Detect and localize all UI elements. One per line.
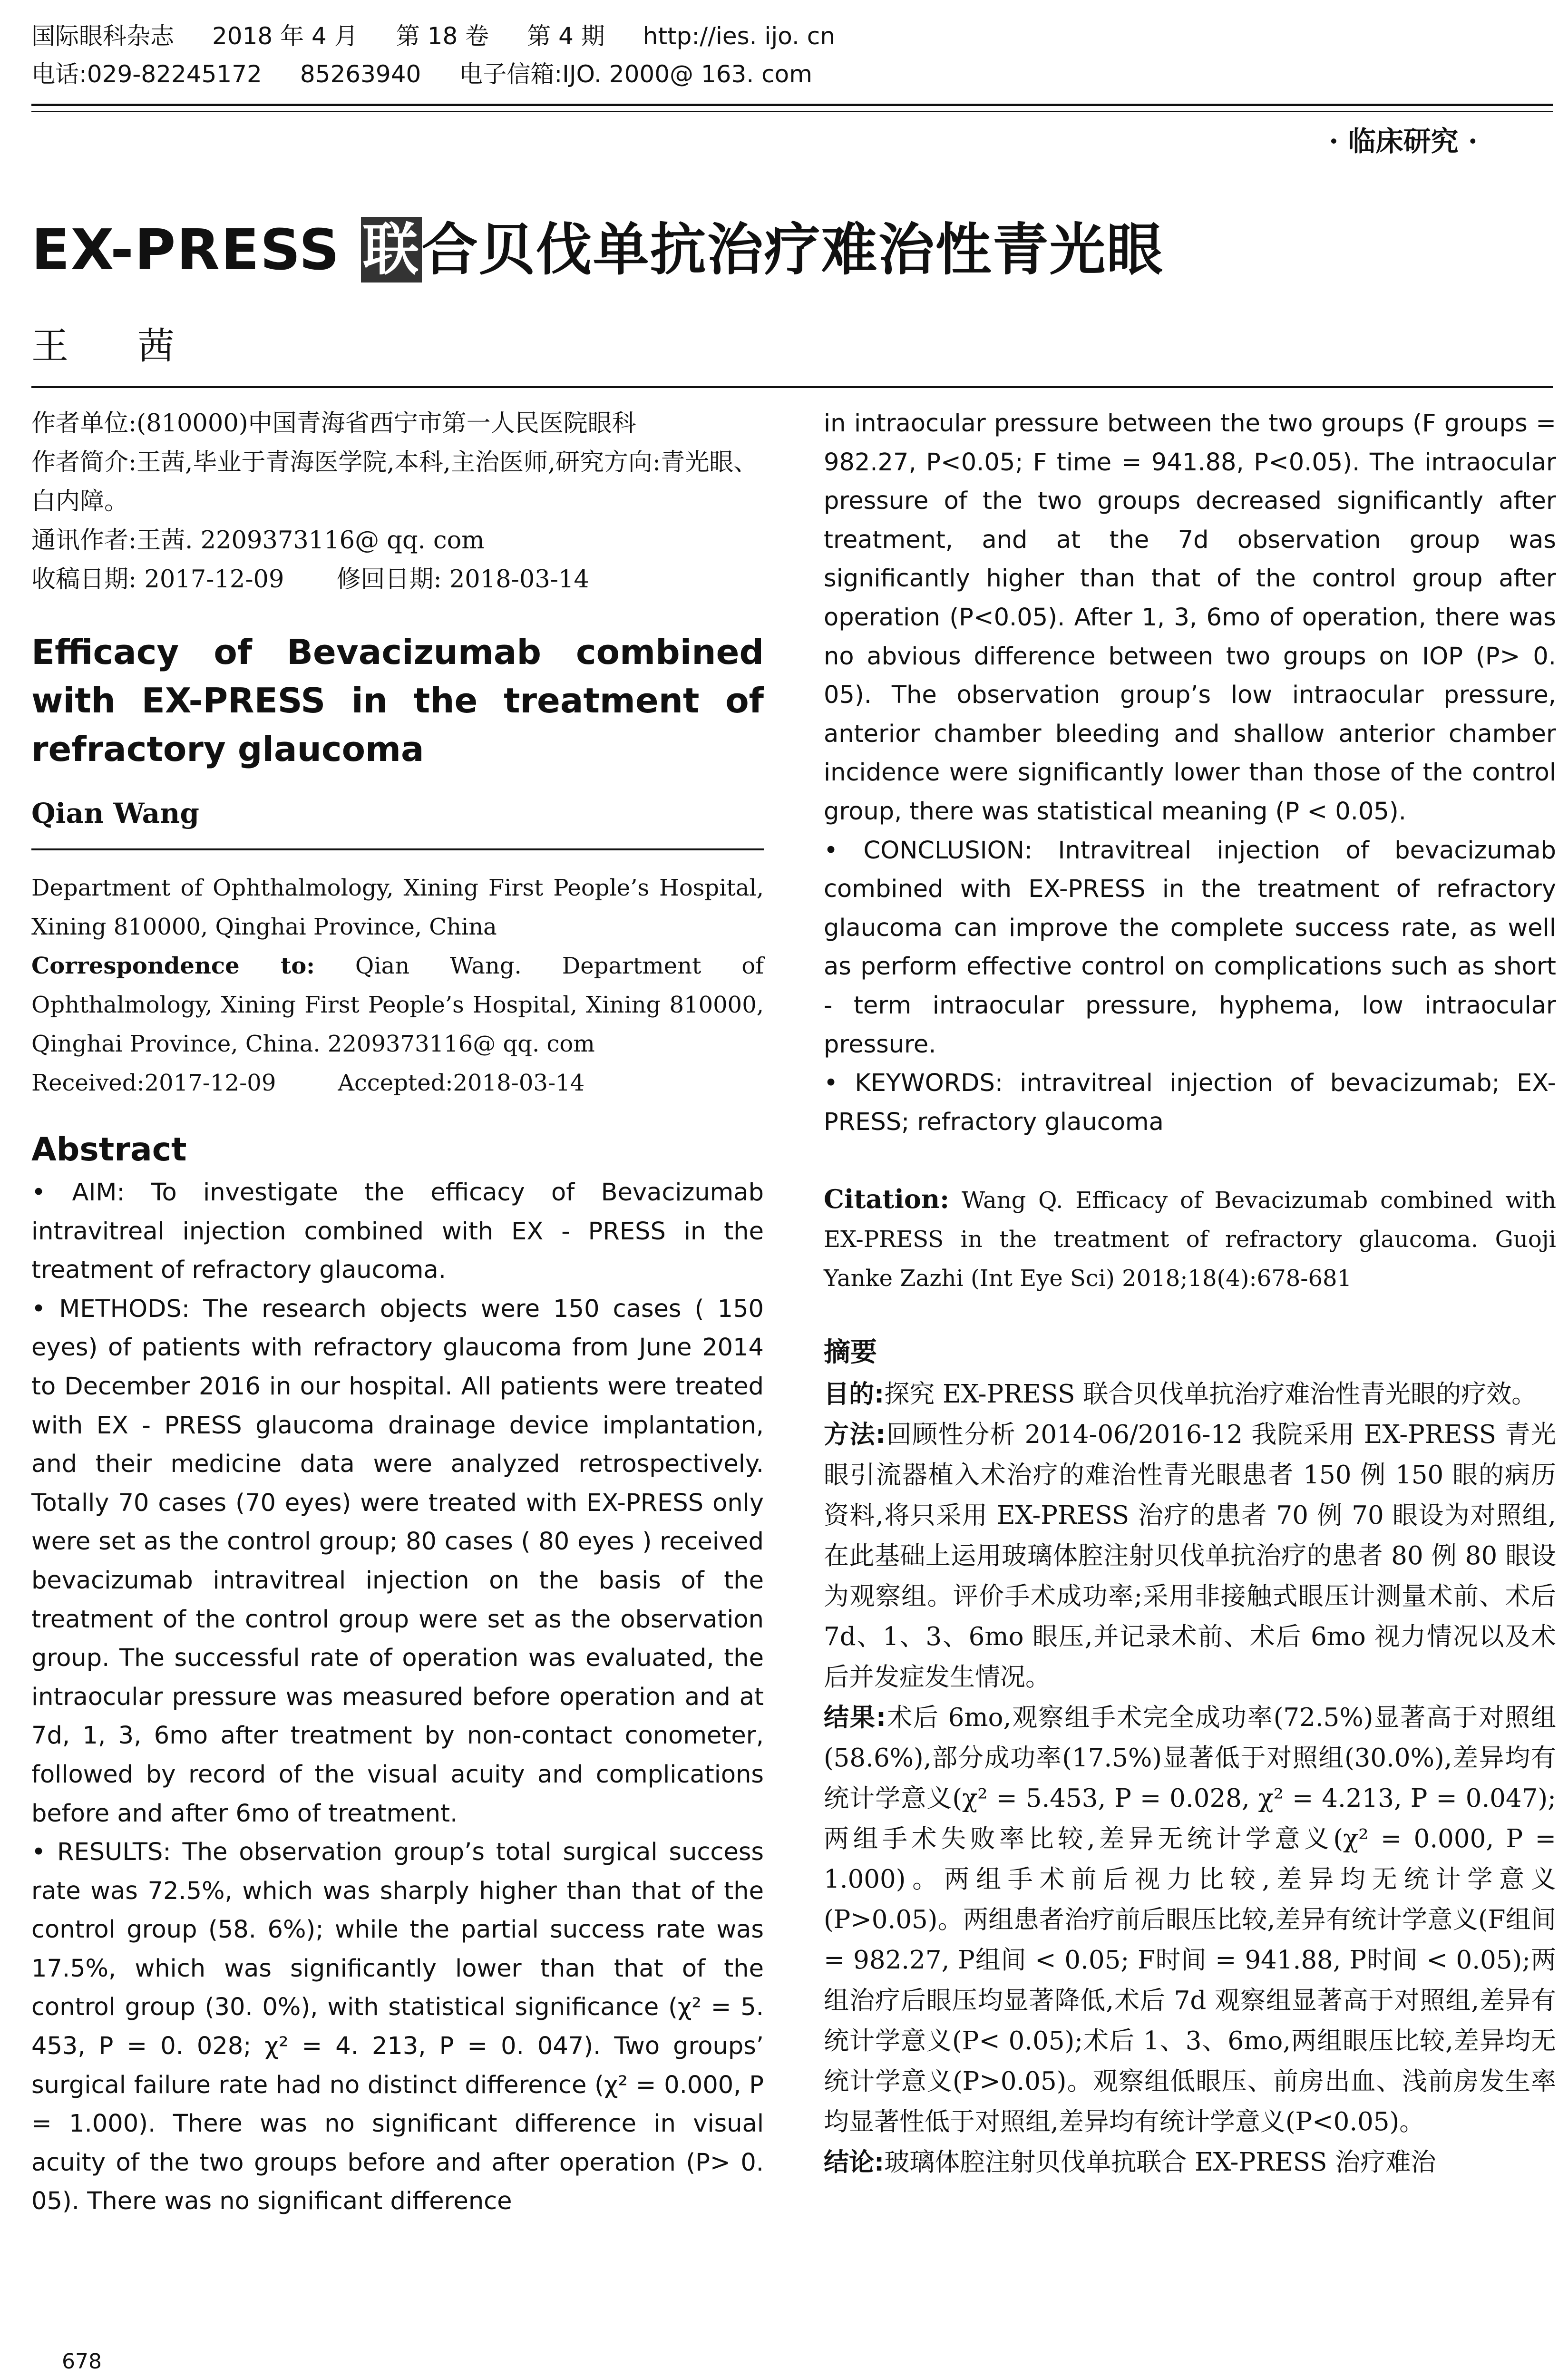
cn-aim: [824, 1374, 1556, 1414]
cn-methods-label: 方法:: [824, 1420, 886, 1450]
cn-results: [824, 1697, 1556, 2142]
correspondence-text: Qian Wang. Department of Ophthalmology, Xining First People’s Hospital, Xining 810000, Qinghai Province, China. 2209373116@ qq. com: [31, 953, 764, 1057]
page-number: 678: [62, 2349, 102, 2374]
cn-results-text: 术后 6mo,观察组手术完全成功率(72.5%)显著高于对照组(58.6%),部分成功率(17.5%)显著低于对照组(30.0%),差异均有统计学意义(χ² = 5.453, P = 0.028, χ² = 4.213, P = 0.047);两组手术失败率比较,差异无统计学意义(χ² = 0.000, P = 1.000)。两组手术前后视力比较,差异均无统计学意义(P>0.05)。两组患者治疗前后眼压比较,差异有统计学意义(F组间 = 982.27, P组间 < 0.05; F时间 = 941.88, P时间 < 0.05);两组治疗后眼压均显著降低,术后 7d 观察组显著高于对照组,差异有统计学意义(P< 0.05);术后 1、3、6mo,两组眼压比较,差异均无统计学意义(P>0.05)。观察组低眼压、前房出血、浅前房发生率均显著性低于对照组,差异均有统计学意义(P<0.05)。: [824, 1703, 1556, 2137]
email[interactable]: 电子信箱:IJO. 2000@ 163. com: [459, 60, 812, 88]
issue-number: 第 4 期: [527, 22, 605, 50]
title-prefix: EX-PRESS: [31, 217, 361, 283]
author-bio-cn: 作者简介:王茜,毕业于青海医学院,本科,主治医师,研究方向:青光眼、白内障。: [31, 448, 758, 516]
citation: [824, 1179, 1556, 1298]
received-en: Received:2017-12-09: [31, 1070, 276, 1096]
abstract-conclusion: • CONCLUSION: Intravitreal injection of bevacizumab combined with EX-PRESS in the treatment of refractory glaucoma can improve the complete success rate, as well as perform effective control on complications such as short - term intraocular pressure, hyphema, low intraocular pressure.: [824, 836, 1556, 1059]
revised-cn: 修回日期: 2018-03-14: [336, 565, 589, 594]
citation-label: Citation:: [824, 1184, 950, 1215]
header-line-1: [31, 17, 1539, 55]
author-affiliation-cn: 作者单位:(810000)中国青海省西宁市第一人民医院眼科: [31, 409, 636, 438]
author-rule: [31, 848, 764, 850]
english-title: Efficacy of Bevacizumab combined with EX-PRESS in the treatment of refractory glaucoma: [31, 632, 764, 769]
abstract-keywords: • KEYWORDS: intravitreal injection of bevacizumab; EX-PRESS; refractory glaucoma: [824, 1069, 1556, 1136]
title-highlight: 联: [361, 217, 422, 283]
cn-conclusion: [824, 2142, 1556, 2182]
cn-methods: [824, 1414, 1556, 1697]
citation-text: Wang Q. Efficacy of Bevacizumab combined with EX-PRESS in the treatment of refractory glaucoma. Guoji Yanke Zazhi (Int Eye Sci) 2018;18(4):678-681: [824, 1187, 1556, 1292]
journal-name: 国际眼科杂志: [31, 22, 174, 50]
issue-date: 2018 年 4 月: [212, 22, 358, 50]
header-line-2: [31, 55, 1539, 93]
received-cn: 收稿日期: 2017-12-09: [31, 565, 284, 594]
cn-results-label: 结果:: [824, 1703, 886, 1733]
abstract-results: • RESULTS: The observation group’s total surgical success rate was 72.5%, which was sharply higher than that of the control group (58. 6%); while the partial success rate was 17.5%, which was significantly lower than that of the control group (30. 0%), with statistical significance (χ² = 5. 453, P = 0. 028; χ² = 4. 213, P = 0. 047). Two groups’ surgical failure rate had no distinct difference (χ² = 0.000, P = 1.000). There was no significant difference in visual acuity of the two groups before and after operation (P> 0. 05). There was no significant difference: [31, 1838, 764, 2216]
affiliation-en: Department of Ophthalmology, Xining First People’s Hospital, Xining 810000, Qinghai Province, China: [31, 875, 764, 940]
cn-conclusion-label: 结论:: [824, 2148, 885, 2177]
article-title: [31, 205, 1164, 285]
header-rule: [31, 104, 1553, 112]
dates-en: [31, 1063, 764, 1102]
cn-aim-label: 目的:: [824, 1380, 885, 1409]
volume: 第 18 卷: [396, 22, 489, 50]
dates-cn: [31, 560, 764, 599]
journal-url[interactable]: http://ies. ijo. cn: [643, 22, 835, 50]
correspondence: [31, 946, 764, 1063]
section-label: · 临床研究 ·: [1329, 125, 1478, 157]
accepted-en: Accepted:2018-03-14: [338, 1070, 585, 1096]
correspondence-label: Correspondence to:: [31, 953, 315, 979]
phone-2: 85263940: [300, 60, 421, 88]
abstract-results-continued: in intraocular pressure between the two groups (F groups = 982.27, P<0.05; F time = 941.88, P<0.05). The intraocular pressure of the two groups decreased significantly after treatment, and at the 7d observation group was significantly higher than that of the control group after operation (P<0.05). After 1, 3, 6mo of operation, there was no abvious difference between two groups on IOP (P> 0. 05). The observation group’s low intraocular pressure, anterior chamber bleeding and shallow anterior chamber incidence were significantly lower than those of the control group, there was statistical meaning (P < 0.05).: [824, 409, 1556, 826]
left-column: [31, 404, 764, 2221]
corresponding-author-cn: 通讯作者:王茜. 2209373116@ qq. com: [31, 526, 485, 555]
right-column: [824, 404, 1556, 2182]
journal-header: [31, 17, 1539, 93]
abstract-heading: Abstract: [31, 1131, 187, 1169]
abstract-methods: • METHODS: The research objects were 150 cases ( 150 eyes) of patients with refractory glaucoma from June 2014 to December 2016 in our hospital. All patients were treated with EX - PRESS glaucoma drainage device implantation, and their medicine data were analyzed retrospectively. Totally 70 cases (70 eyes) were treated with EX-PRESS only were set as the control group; 80 cases ( 80 eyes ) received bevacizumab intravitreal injection on the basis of the treatment of the control group were set as the observation group. The successful rate of operation was evaluated, the intraocular pressure was measured before operation and at 7d, 1, 3, 6mo after treatment by non-contact conometer, followed by record of the visual acuity and complications before and after 6mo of treatment.: [31, 1295, 764, 1828]
title-rule: [31, 386, 1553, 388]
cn-conclusion-text: 玻璃体腔注射贝伐单抗联合 EX-PRESS 治疗难治: [884, 2148, 1436, 2177]
english-author: Qian Wang: [31, 797, 199, 829]
cn-abstract-heading: 摘要: [824, 1337, 877, 1368]
cn-methods-text: 回顾性分析 2014-06/2016-12 我院采用 EX-PRESS 青光眼引流器植入术治疗的难治性青光眼患者 150 例 150 眼的病历资料,将只采用 EX-PRESS 治疗的患者 70 例 70 眼设为对照组,在此基础上运用玻璃体腔注射贝伐单抗治疗的患者 80 例 80 眼设为观察组。评价手术成功率;采用非接触式眼压计测量术前、术后 7d、1、3、6mo 眼压,并记录术前、术后 6mo 视力情况以及术后并发症发生情况。: [824, 1420, 1556, 1692]
phone: 电话:029-82245172: [31, 60, 262, 88]
title-rest: 合贝伐单抗治疗难治性青光眼: [421, 217, 1164, 283]
abstract-aim: • AIM: To investigate the efficacy of Bevacizumab intravitreal injection combined with EX - PRESS in the treatment of refractory glaucoma.: [31, 1179, 764, 1285]
cn-aim-text: 探究 EX-PRESS 联合贝伐单抗治疗难治性青光眼的疗效。: [884, 1380, 1537, 1409]
authors-cn: 王 茜: [31, 325, 203, 368]
